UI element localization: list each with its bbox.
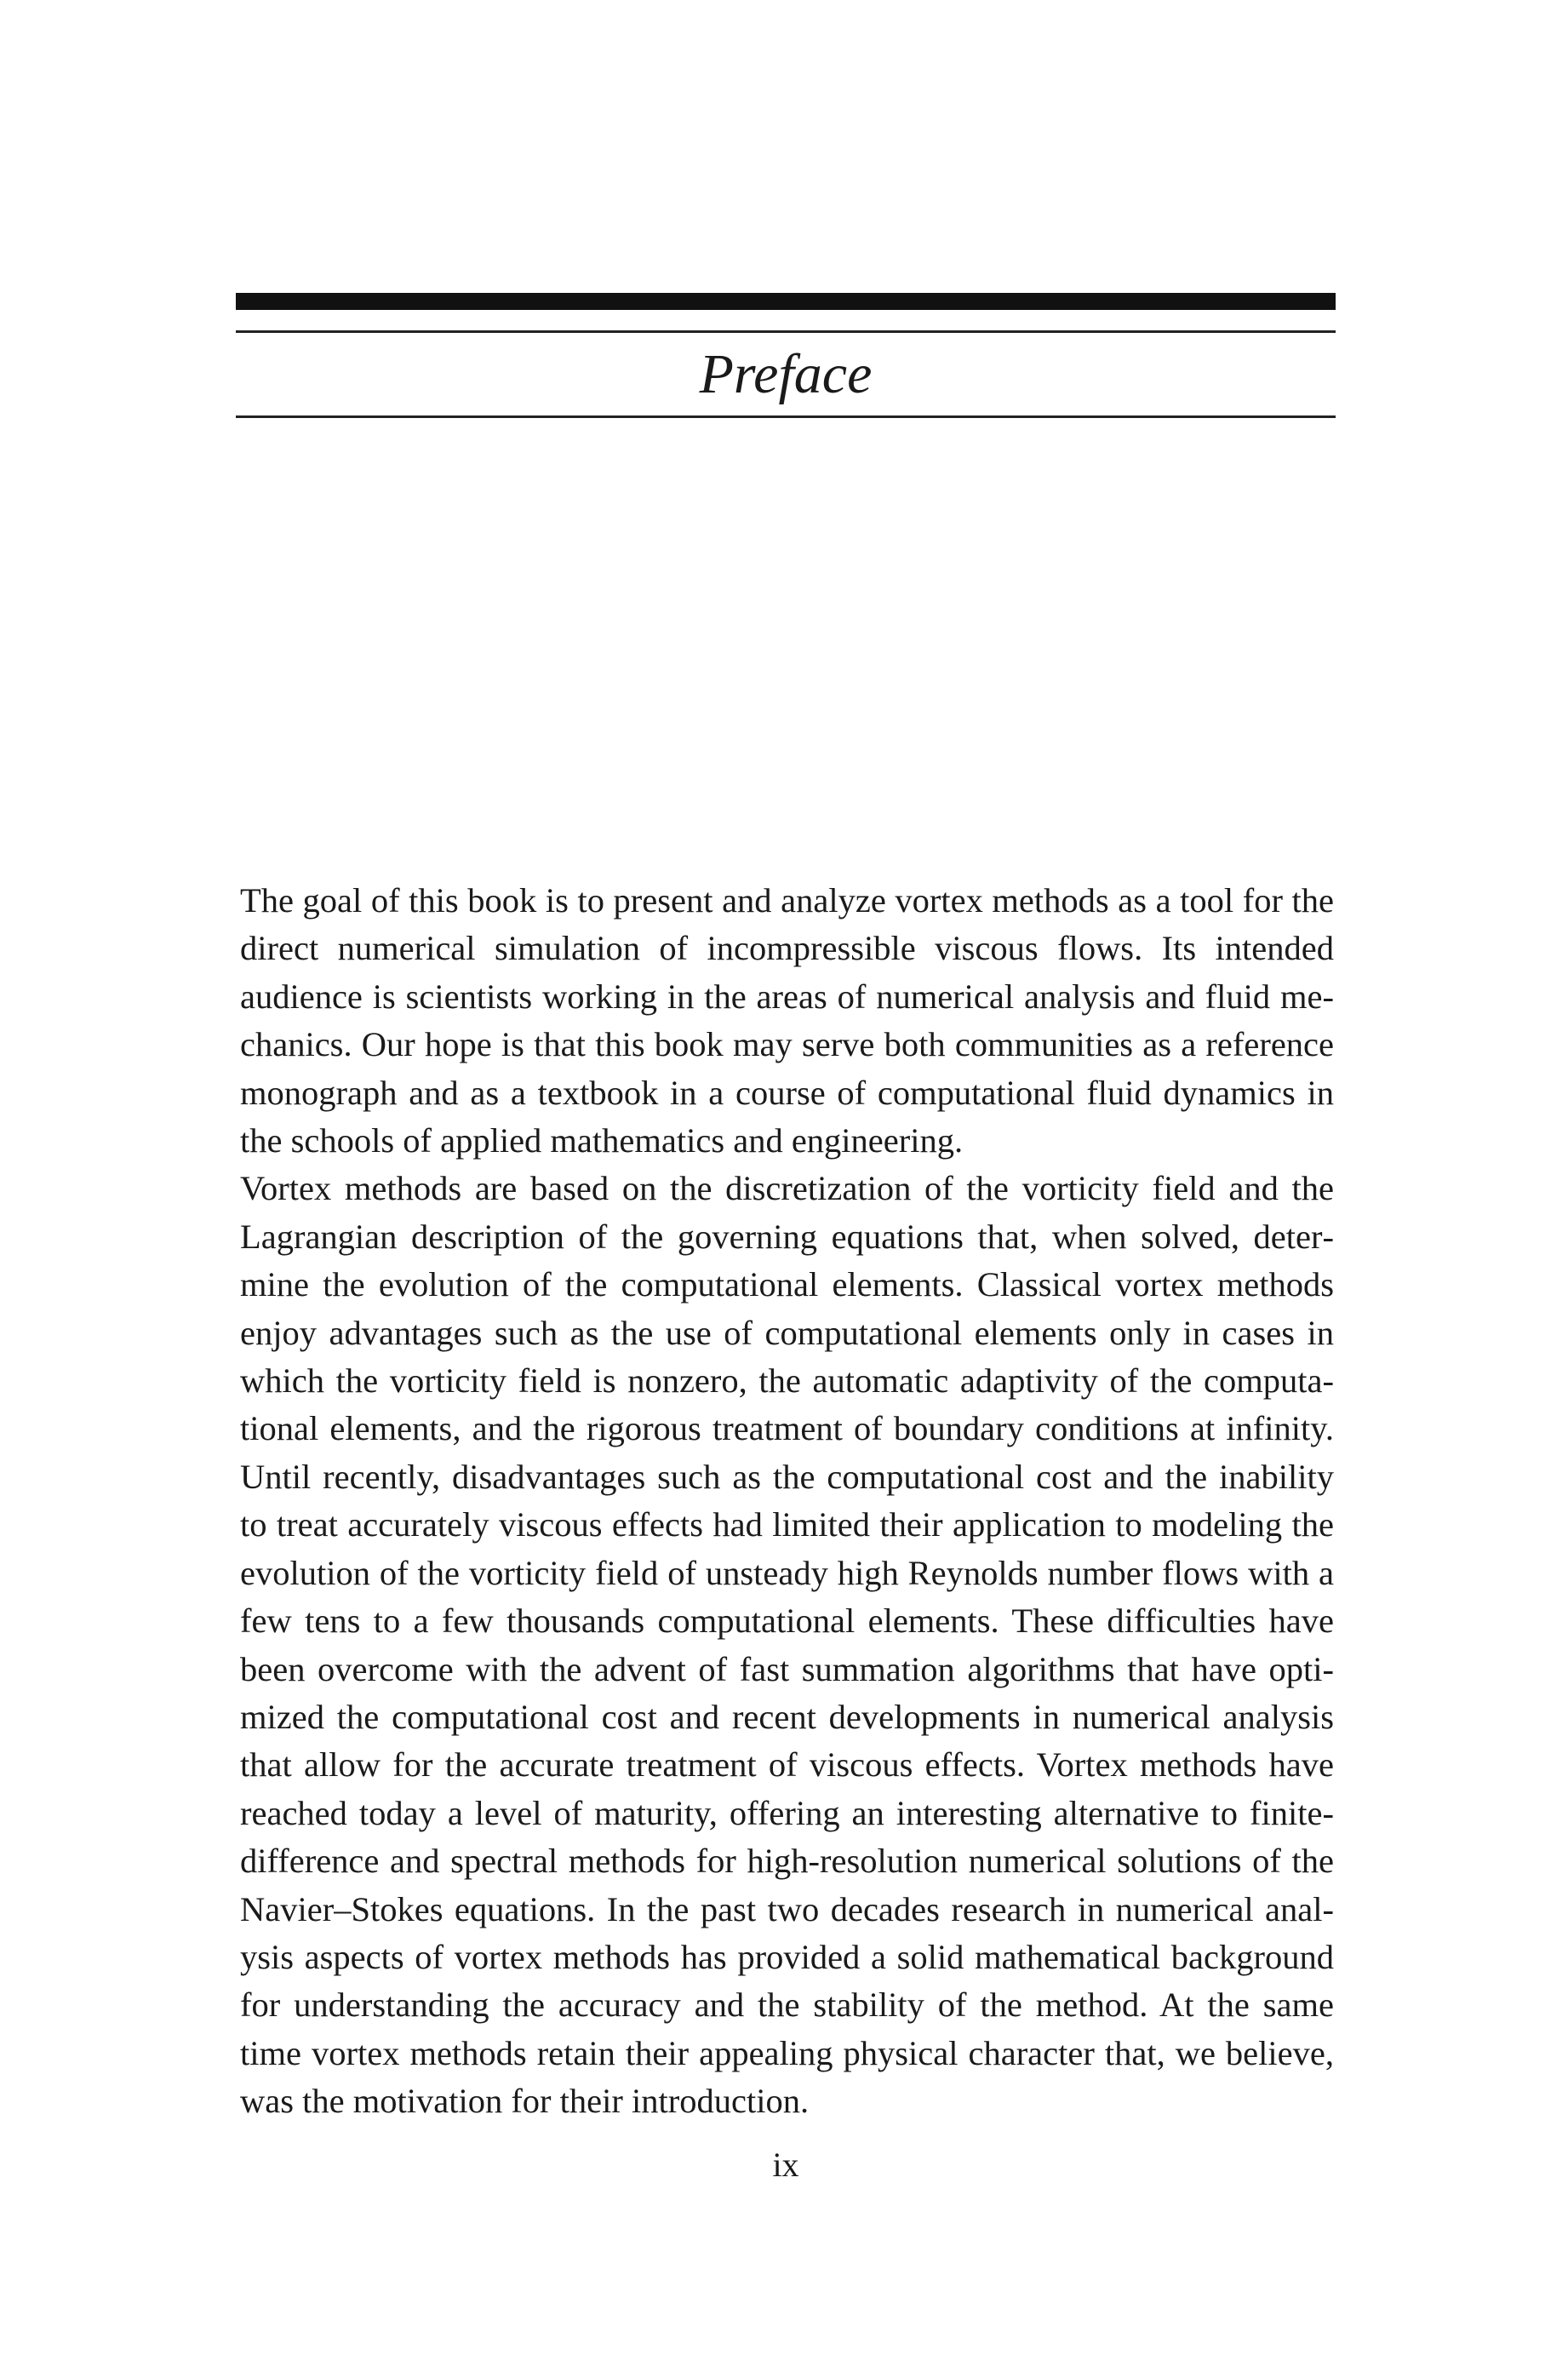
page-number: ix xyxy=(772,2146,799,2184)
chapter-title: Preface xyxy=(699,343,873,405)
header-thick-rule xyxy=(236,293,1336,310)
paragraph-2: Vortex methods are based on the discretization of the vorticity field and the Lagrangian description of the governing equations that, when solved, determine the evolution of the computational elements. Classical vortex methods enjoy advantages such as the use of computational elements only in cases in which the vorticity field is nonzero, the automatic adaptivity of the computational elements, and the rigorous treatment of boundary conditions at infinity. Until recently, disadvantages such as the computational cost and the inability to treat accurately viscous effects had limited their application to modeling the evolution of the vorticity field of unsteady high Reynolds number flows with a few tens to a few thousands computational elements. These difficulties have been overcome with the advent of fast summation algorithms that have optimized the computational cost and recent developments in numerical analysis that allow for the accurate treatment of viscous effects. Vortex methods have reached today a level of maturity, offering an interesting alternative to finite-difference and spectral methods for high-resolution numerical solutions of the Navier–Stokes equations. In the past two decades research in numerical analysis aspects of vortex methods has provided a solid mathematical background for understanding the accuracy and the stability of the method. At the same time vortex methods retain their appealing physical character that, we believe, was the motivation for their introduction. xyxy=(240,1169,1334,2121)
header-thin-rule-top xyxy=(236,330,1336,333)
header-thin-rule-bottom xyxy=(236,415,1336,418)
preface-body xyxy=(240,877,1334,2126)
paragraph-1: The goal of this book is to present and analyze vortex methods as a tool for the direct numerical simulation of incompressible viscous flows. Its intended audience is scientists working in the areas of numerical analysis and fluid mechanics. Our hope is that this book may serve both communities as a reference monograph and as a textbook in a course of computational fluid dynamics in the schools of applied mathematics and engineering. xyxy=(240,881,1334,1160)
